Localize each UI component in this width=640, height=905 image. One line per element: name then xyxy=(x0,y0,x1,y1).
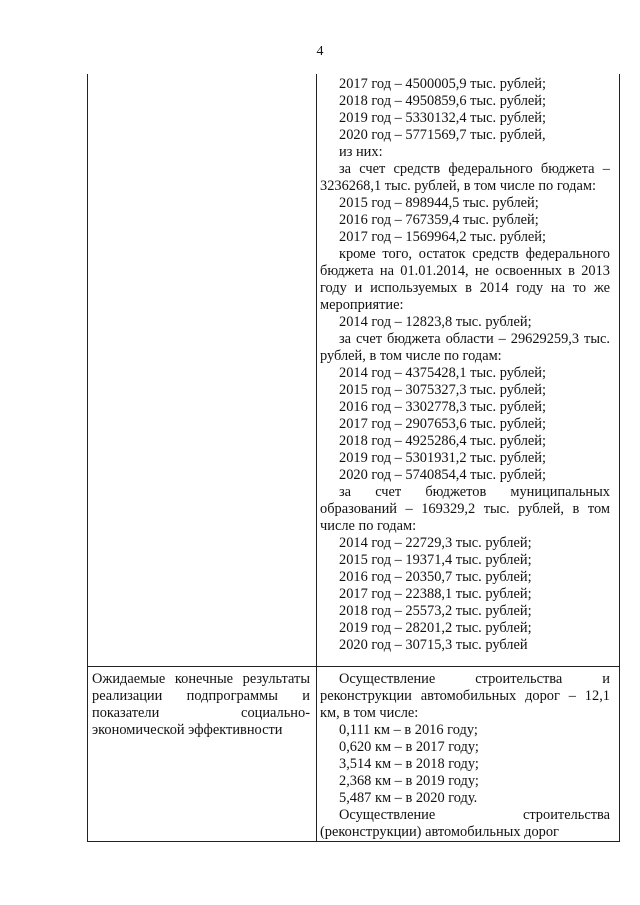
funding-line: 2017 год – 1569964,2 тыс. рублей; xyxy=(339,229,546,245)
results-label-cell xyxy=(92,671,310,739)
funding-line: 2015 год – 3075327,3 тыс. рублей; xyxy=(339,382,546,398)
funding-paragraph: за счет бюджетов муниципальных образований – 169329,2 тыс. рублей, в том числе по годам: xyxy=(320,484,610,534)
funding-line: 2016 год – 3302778,3 тыс. рублей; xyxy=(339,399,546,415)
results-paragraph: Осуществление строительства и реконструкции автомобильных дорог – 12,1 км, в том числе: xyxy=(320,671,610,721)
funding-line: 2017 год – 4500005,9 тыс. рублей; xyxy=(339,76,546,92)
funding-line: 2017 год – 2907653,6 тыс. рублей; xyxy=(339,416,546,432)
funding-line: 2018 год – 4950859,6 тыс. рублей; xyxy=(339,93,546,109)
results-label: Ожидаемые конечные результаты реализации подпрограммы и показатели социально-экономической эффективности xyxy=(92,671,310,738)
funding-line: 2020 год – 30715,3 тыс. рублей xyxy=(339,637,528,653)
funding-line: 2016 год – 767359,4 тыс. рублей; xyxy=(339,212,539,228)
funding-line: из них: xyxy=(339,144,383,160)
funding-line: 2020 год – 5771569,7 тыс. рублей, xyxy=(339,127,546,143)
funding-line: 2015 год – 898944,5 тыс. рублей; xyxy=(339,195,539,211)
funding-line: 2019 год – 5301931,2 тыс. рублей; xyxy=(339,450,546,466)
funding-line: 2020 год – 5740854,4 тыс. рублей; xyxy=(339,467,546,483)
results-line: 3,514 км – в 2018 году; xyxy=(339,756,479,772)
funding-line: 2018 год – 25573,2 тыс. рублей; xyxy=(339,603,532,619)
funding-paragraph: за счет бюджета области – 29629259,3 тыс. рублей, в том числе по годам: xyxy=(320,331,610,364)
passport-table xyxy=(87,74,620,842)
funding-line: 2015 год – 19371,4 тыс. рублей; xyxy=(339,552,532,568)
funding-line: 2016 год – 20350,7 тыс. рублей; xyxy=(339,569,532,585)
row-divider xyxy=(88,666,619,667)
funding-line: 2018 год – 4925286,4 тыс. рублей; xyxy=(339,433,546,449)
funding-line: 2019 год – 5330132,4 тыс. рублей; xyxy=(339,110,546,126)
results-cell xyxy=(320,671,610,841)
results-line: 0,111 км – в 2016 году; xyxy=(339,722,478,738)
funding-line: 2014 год – 22729,3 тыс. рублей; xyxy=(339,535,532,551)
results-line: 2,368 км – в 2019 году; xyxy=(339,773,479,789)
funding-line: 2017 год – 22388,1 тыс. рублей; xyxy=(339,586,532,602)
results-line: 5,487 км – в 2020 году. xyxy=(339,790,478,806)
column-divider xyxy=(316,74,317,841)
funding-line: 2019 год – 28201,2 тыс. рублей; xyxy=(339,620,532,636)
funding-paragraph: за счет средств федерального бюджета – 3236268,1 тыс. рублей, в том числе по годам: xyxy=(320,161,610,194)
funding-cell xyxy=(320,76,610,654)
funding-line: 2014 год – 12823,8 тыс. рублей; xyxy=(339,314,532,330)
page-number: 4 xyxy=(316,44,324,59)
results-line: 0,620 км – в 2017 году; xyxy=(339,739,479,755)
results-paragraph: Осуществление строительства (реконструкции) автомобильных дорог xyxy=(320,807,610,840)
funding-line: 2014 год – 4375428,1 тыс. рублей; xyxy=(339,365,546,381)
funding-paragraph: кроме того, остаток средств федерального бюджета на 01.01.2014, не освоенных в 2013 году и используемых в 2014 году на то же мероприятие: xyxy=(320,246,610,313)
